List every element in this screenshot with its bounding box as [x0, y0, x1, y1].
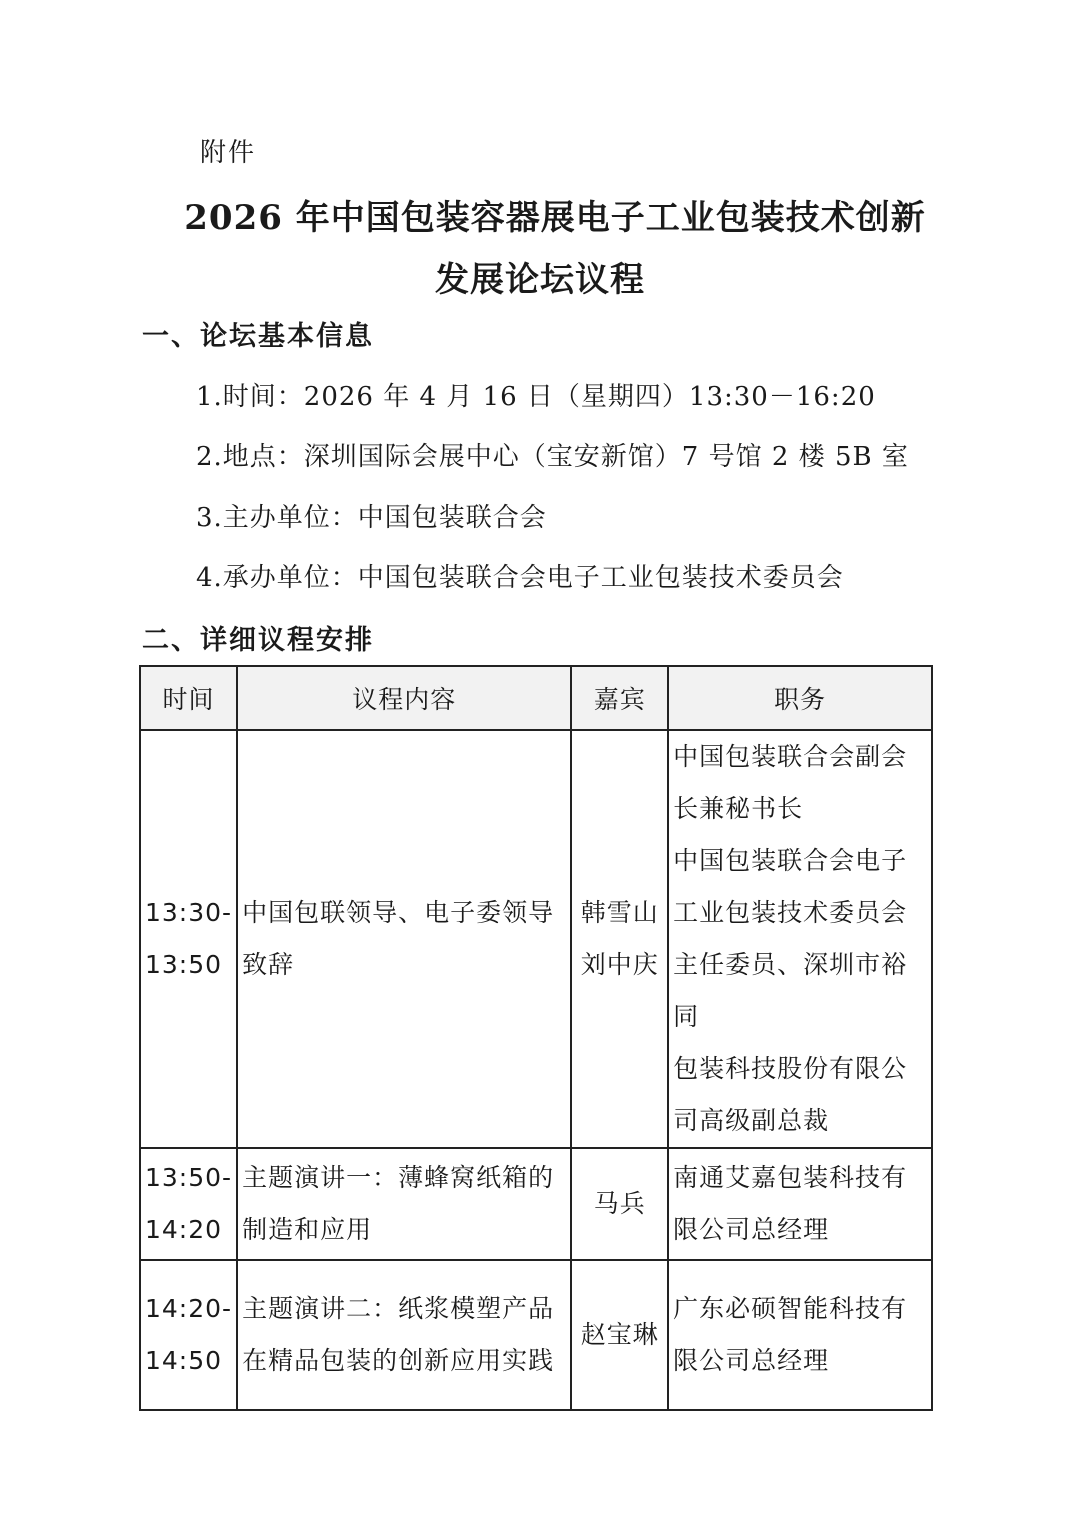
- cell-position-line: 司高级副总裁: [673, 1106, 830, 1135]
- cell-position-line: 南通艾嘉包装科技有: [673, 1163, 908, 1192]
- cell-time-line: 14:20: [145, 1215, 223, 1244]
- cell-position-line: 限公司总经理: [673, 1215, 830, 1244]
- header-content: 议程内容: [237, 666, 571, 730]
- cell-content-line: 制造和应用: [242, 1215, 373, 1244]
- cell-position: [668, 1260, 932, 1410]
- table-row: [140, 1260, 932, 1410]
- document-title-line-1: 2026 年中国包装容器展电子工业包装技术创新: [184, 198, 926, 238]
- cell-time: [140, 1148, 237, 1260]
- cell-content-line: 在精品包装的创新应用实践: [242, 1346, 555, 1375]
- cell-time: [140, 1260, 237, 1410]
- info-item-host: 3.主办单位：中国包装联合会: [196, 503, 547, 533]
- cell-guest-line: 韩雪山: [580, 898, 659, 927]
- cell-position: [668, 1148, 932, 1260]
- cell-time-line: 13:50: [145, 950, 223, 979]
- cell-guest-line: 刘中庆: [580, 950, 659, 979]
- cell-content: [237, 730, 571, 1148]
- section-heading-agenda: 二、详细议程安排: [142, 625, 374, 656]
- cell-time: [140, 730, 237, 1148]
- header-position: 职务: [668, 666, 932, 730]
- info-item-time: 1.时间：2026 年 4 月 16 日（星期四）13:30－16:20: [196, 382, 876, 412]
- cell-content-line: 主题演讲一：薄蜂窝纸箱的: [242, 1163, 555, 1192]
- cell-position-line: 广东必硕智能科技有: [673, 1294, 908, 1323]
- cell-time-line: 14:50: [145, 1346, 223, 1375]
- header-time: 时间: [140, 666, 237, 730]
- info-item-location: 2.地点：深圳国际会展中心（宝安新馆）7 号馆 2 楼 5B 室: [196, 442, 909, 472]
- cell-position-line: 工业包装技术委员会: [673, 898, 908, 927]
- cell-time-line: 14:20-: [145, 1294, 233, 1323]
- cell-time-line: 13:50-: [145, 1163, 233, 1192]
- cell-guest: [571, 1260, 668, 1410]
- cell-time-line: 13:30-: [145, 898, 233, 927]
- cell-content-line: 中国包联领导、电子委领导: [242, 898, 555, 927]
- cell-guest-line: 赵宝琳: [580, 1320, 659, 1349]
- cell-guest: [571, 730, 668, 1148]
- table-header-row: [140, 666, 932, 730]
- cell-position-line: 中国包装联合会副会: [673, 742, 908, 771]
- cell-content: [237, 1148, 571, 1260]
- cell-guest-line: 马兵: [593, 1189, 646, 1218]
- table-row: [140, 1148, 932, 1260]
- cell-content: [237, 1260, 571, 1410]
- cell-content-line: 主题演讲二：纸浆模塑产品: [242, 1294, 555, 1323]
- cell-position-line: 主任委员、深圳市裕同: [673, 950, 908, 1031]
- cell-position-line: 限公司总经理: [673, 1346, 830, 1375]
- info-item-organizer: 4.承办单位：中国包装联合会电子工业包装技术委员会: [196, 563, 844, 593]
- cell-position: [668, 730, 932, 1148]
- attachment-label: 附件: [200, 138, 257, 168]
- agenda-table: [139, 665, 933, 1411]
- section-heading-basic-info: 一、论坛基本信息: [142, 321, 374, 352]
- cell-position-line: 中国包装联合会电子: [673, 846, 908, 875]
- header-guest: 嘉宾: [571, 666, 668, 730]
- cell-guest: [571, 1148, 668, 1260]
- table-row: [140, 730, 932, 1148]
- cell-position-line: 包装科技股份有限公: [673, 1054, 908, 1083]
- cell-content-line: 致辞: [242, 950, 295, 979]
- cell-position-line: 长兼秘书长: [673, 794, 804, 823]
- document-title-line-2: 发展论坛议程: [435, 260, 645, 300]
